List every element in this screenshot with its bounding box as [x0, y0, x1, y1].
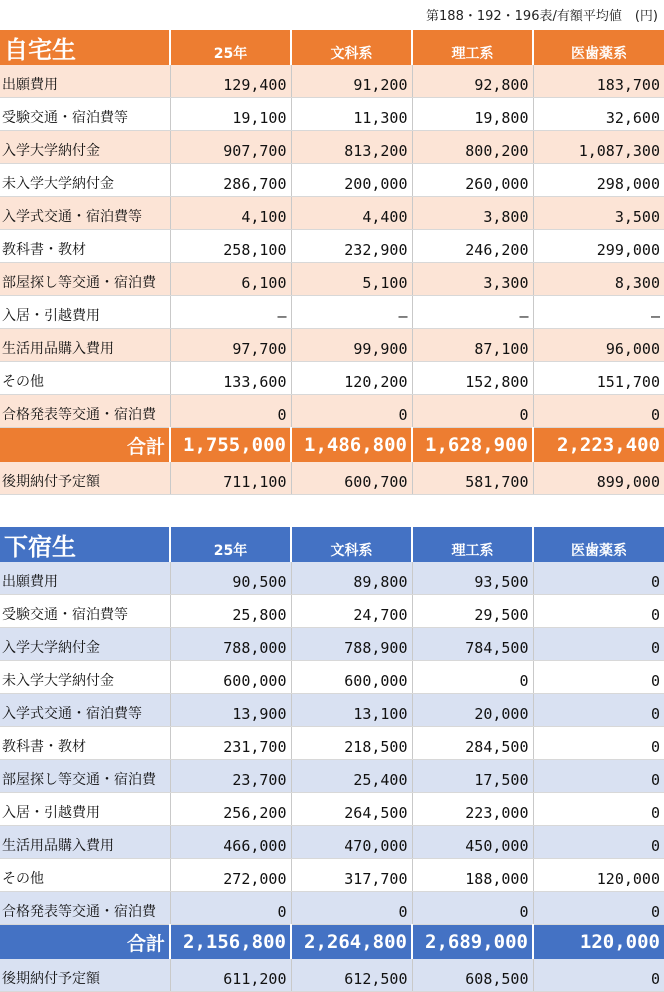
row-label: 部屋探し等交通・宿泊費 [0, 760, 170, 793]
cell-value: 232,900 [291, 230, 412, 263]
cell-value: 32,600 [533, 98, 664, 131]
cell-value: 612,500 [291, 959, 412, 992]
home-students-table [0, 30, 664, 495]
row-label: 教科書・教材 [0, 230, 170, 263]
cell-value: 907,700 [170, 131, 291, 164]
cell-value: 19,800 [412, 98, 533, 131]
cell-value: 788,000 [170, 628, 291, 661]
row-label: 入学式交通・宿泊費等 [0, 694, 170, 727]
cell-value: 0 [412, 395, 533, 428]
cell-value: 99,900 [291, 329, 412, 362]
row-label: 後期納付予定額 [0, 462, 170, 495]
cell-value: 120,200 [291, 362, 412, 395]
cell-value: 0 [291, 892, 412, 925]
cell-value: 188,000 [412, 859, 533, 892]
cell-value: 246,200 [412, 230, 533, 263]
table-row [0, 65, 664, 98]
cell-value: — [170, 296, 291, 329]
total-value: 2,264,800 [291, 925, 412, 960]
lodge-col-header-25: 25年 [170, 527, 291, 562]
table-row [0, 859, 664, 892]
cell-value: 4,400 [291, 197, 412, 230]
cell-value: 87,100 [412, 329, 533, 362]
row-label: 受験交通・宿泊費等 [0, 595, 170, 628]
table-row [0, 263, 664, 296]
cell-value: 264,500 [291, 793, 412, 826]
cell-value: 29,500 [412, 595, 533, 628]
cell-value: 13,900 [170, 694, 291, 727]
table-row [0, 395, 664, 428]
lodge-header-row [0, 527, 664, 562]
cell-value: 0 [533, 826, 664, 859]
cell-value: 6,100 [170, 263, 291, 296]
cell-value: 272,000 [170, 859, 291, 892]
lodging-students-table [0, 527, 664, 992]
total-value: 1,755,000 [170, 428, 291, 463]
cell-value: 3,800 [412, 197, 533, 230]
cell-value: 0 [533, 727, 664, 760]
cell-value: 5,100 [291, 263, 412, 296]
cell-value: 24,700 [291, 595, 412, 628]
total-value: 1,486,800 [291, 428, 412, 463]
cell-value: 784,500 [412, 628, 533, 661]
row-label: 合格発表等交通・宿泊費 [0, 395, 170, 428]
row-label: 出願費用 [0, 65, 170, 98]
cell-value: 93,500 [412, 562, 533, 595]
cell-value: — [412, 296, 533, 329]
cell-value: 611,200 [170, 959, 291, 992]
cell-value: 0 [533, 892, 664, 925]
cell-value: 813,200 [291, 131, 412, 164]
cell-value: — [291, 296, 412, 329]
row-label: 後期納付予定額 [0, 959, 170, 992]
cell-value: 0 [533, 793, 664, 826]
table-row [0, 694, 664, 727]
home-col-header-science: 理工系 [412, 30, 533, 65]
cell-value: — [533, 296, 664, 329]
cell-value: 4,100 [170, 197, 291, 230]
home-col-header-humanities: 文科系 [291, 30, 412, 65]
cell-value: 89,800 [291, 562, 412, 595]
total-value: 120,000 [533, 925, 664, 960]
cell-value: 600,000 [170, 661, 291, 694]
row-label: 入学大学納付金 [0, 131, 170, 164]
row-label: 合格発表等交通・宿泊費 [0, 892, 170, 925]
row-label: 生活用品購入費用 [0, 826, 170, 859]
row-label: 入学大学納付金 [0, 628, 170, 661]
row-label: その他 [0, 362, 170, 395]
total-value: 2,223,400 [533, 428, 664, 463]
home-col-header-medical: 医歯薬系 [533, 30, 664, 65]
cell-value: 183,700 [533, 65, 664, 98]
cell-value: 256,200 [170, 793, 291, 826]
cell-value: 0 [291, 395, 412, 428]
row-label: 部屋探し等交通・宿泊費 [0, 263, 170, 296]
cell-value: 25,400 [291, 760, 412, 793]
cell-value: 3,300 [412, 263, 533, 296]
row-label: 入居・引越費用 [0, 793, 170, 826]
cell-value: 8,300 [533, 263, 664, 296]
cell-value: 466,000 [170, 826, 291, 859]
home-section-title: 自宅生 [4, 36, 76, 64]
cell-value: 600,000 [291, 661, 412, 694]
table-row [0, 661, 664, 694]
cell-value: 711,100 [170, 462, 291, 495]
cell-value: 151,700 [533, 362, 664, 395]
cell-value: 0 [533, 760, 664, 793]
cell-value: 0 [533, 628, 664, 661]
table-row [0, 595, 664, 628]
row-label: 受験交通・宿泊費等 [0, 98, 170, 131]
table-row [0, 562, 664, 595]
cell-value: 317,700 [291, 859, 412, 892]
cell-value: 19,100 [170, 98, 291, 131]
lodge-col-header-medical: 医歯薬系 [533, 527, 664, 562]
cell-value: 20,000 [412, 694, 533, 727]
cell-value: 0 [533, 959, 664, 992]
row-label: その他 [0, 859, 170, 892]
home-col-header-25: 25年 [170, 30, 291, 65]
cell-value: 231,700 [170, 727, 291, 760]
cell-value: 0 [533, 694, 664, 727]
cell-value: 91,200 [291, 65, 412, 98]
cell-value: 218,500 [291, 727, 412, 760]
cell-value: 608,500 [412, 959, 533, 992]
total-label: 合計 [0, 925, 170, 960]
cell-value: 223,000 [412, 793, 533, 826]
home-deferred-row [0, 462, 664, 495]
table-row [0, 760, 664, 793]
cell-value: 3,500 [533, 197, 664, 230]
row-label: 教科書・教材 [0, 727, 170, 760]
table-row [0, 892, 664, 925]
total-value: 1,628,900 [412, 428, 533, 463]
cell-value: 284,500 [412, 727, 533, 760]
cell-value: 0 [412, 892, 533, 925]
table-row [0, 131, 664, 164]
lodge-deferred-row [0, 959, 664, 992]
lodge-section-title: 下宿生 [4, 533, 76, 561]
home-total-row [0, 428, 664, 463]
lodge-col-header-science: 理工系 [412, 527, 533, 562]
cell-value: 788,900 [291, 628, 412, 661]
table-row [0, 793, 664, 826]
cell-value: 0 [412, 661, 533, 694]
cell-value: 298,000 [533, 164, 664, 197]
cell-value: 133,600 [170, 362, 291, 395]
table-row [0, 362, 664, 395]
table-row [0, 164, 664, 197]
total-value: 2,156,800 [170, 925, 291, 960]
cell-value: 450,000 [412, 826, 533, 859]
section-gap [0, 495, 664, 527]
cell-value: 470,000 [291, 826, 412, 859]
cell-value: 152,800 [412, 362, 533, 395]
cell-value: 286,700 [170, 164, 291, 197]
row-label: 未入学大学納付金 [0, 164, 170, 197]
cell-value: 90,500 [170, 562, 291, 595]
cell-value: 0 [170, 395, 291, 428]
row-label: 未入学大学納付金 [0, 661, 170, 694]
cell-value: 17,500 [412, 760, 533, 793]
cell-value: 600,700 [291, 462, 412, 495]
lodge-total-row [0, 925, 664, 960]
cell-value: 0 [533, 395, 664, 428]
cell-value: 260,000 [412, 164, 533, 197]
cell-value: 581,700 [412, 462, 533, 495]
cell-value: 120,000 [533, 859, 664, 892]
cell-value: 13,100 [291, 694, 412, 727]
cell-value: 899,000 [533, 462, 664, 495]
cell-value: 23,700 [170, 760, 291, 793]
cell-value: 0 [533, 562, 664, 595]
cell-value: 25,800 [170, 595, 291, 628]
cell-value: 0 [533, 595, 664, 628]
table-row [0, 296, 664, 329]
row-label: 出願費用 [0, 562, 170, 595]
total-label: 合計 [0, 428, 170, 463]
table-caption: 第188・192・196表/有額平均値 (円) [426, 9, 658, 24]
lodge-col-header-humanities: 文科系 [291, 527, 412, 562]
cell-value: 11,300 [291, 98, 412, 131]
table-row [0, 329, 664, 362]
total-value: 2,689,000 [412, 925, 533, 960]
table-row [0, 98, 664, 131]
home-header-row [0, 30, 664, 65]
cell-value: 0 [170, 892, 291, 925]
table-row [0, 197, 664, 230]
cell-value: 92,800 [412, 65, 533, 98]
cell-value: 258,100 [170, 230, 291, 263]
row-label: 入学式交通・宿泊費等 [0, 197, 170, 230]
table-row [0, 628, 664, 661]
table-row [0, 826, 664, 859]
cell-value: 97,700 [170, 329, 291, 362]
row-label: 生活用品購入費用 [0, 329, 170, 362]
cell-value: 0 [533, 661, 664, 694]
table-row [0, 230, 664, 263]
cell-value: 129,400 [170, 65, 291, 98]
cell-value: 299,000 [533, 230, 664, 263]
cell-value: 800,200 [412, 131, 533, 164]
cell-value: 200,000 [291, 164, 412, 197]
table-row [0, 727, 664, 760]
cell-value: 96,000 [533, 329, 664, 362]
cell-value: 1,087,300 [533, 131, 664, 164]
row-label: 入居・引越費用 [0, 296, 170, 329]
